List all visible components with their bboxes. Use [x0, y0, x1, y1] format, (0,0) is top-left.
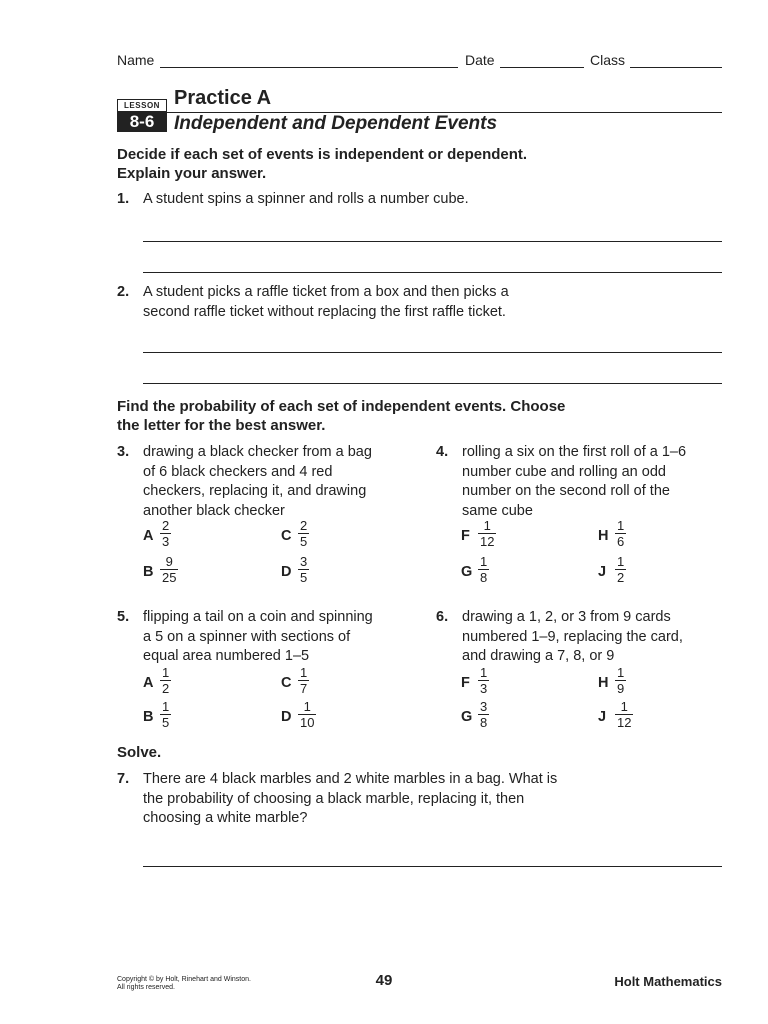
fraction: $\frac{2}{3}$: [162, 518, 170, 549]
question-number: 2.: [117, 284, 130, 300]
answer-line-2b[interactable]: [143, 383, 722, 384]
brand-name: Holt Mathematics: [614, 974, 722, 989]
fraction: $\frac{1}{7}$: [300, 665, 308, 696]
fraction: $\frac{1}{6}$: [617, 518, 625, 549]
section2-instructions: Find the probability of each set of independent events. Choose the letter for the best answer.: [117, 398, 566, 434]
fraction: $\frac{1}{9}$: [617, 665, 625, 696]
question-number: 5.: [117, 609, 130, 625]
question-number: 7.: [117, 771, 130, 787]
question-text: drawing a black checker from a bag of 6 black checkers and 4 red checkers, replacing it, and drawing another black checker: [143, 444, 372, 519]
fraction: $\frac{9}{25}$: [162, 554, 177, 585]
class-label: Class: [590, 52, 626, 68]
fraction: $\frac{3}{5}$: [300, 554, 308, 585]
answer-line-2a[interactable]: [143, 352, 722, 353]
class-field[interactable]: [630, 67, 722, 68]
page-title: Independent and Dependent Events: [174, 113, 498, 134]
fraction: $\frac{2}{5}$: [300, 518, 308, 549]
fraction: $\frac{1}{5}$: [162, 699, 170, 730]
fraction: $\frac{3}{8}$: [480, 699, 488, 730]
page-number: 49: [375, 972, 393, 989]
date-label: Date: [465, 52, 495, 68]
answer-line-1b[interactable]: [143, 272, 722, 273]
date-field[interactable]: [500, 67, 584, 68]
name-label: Name: [117, 52, 155, 68]
lesson-number: 8-6: [117, 111, 167, 132]
section1-instructions: Decide if each set of events is independent or dependent. Explain your answer.: [117, 146, 528, 182]
answer-line-7[interactable]: [143, 866, 722, 867]
fraction: $\frac{1}{10}$: [300, 699, 315, 730]
fraction: $\frac{1}{3}$: [480, 665, 488, 696]
name-field[interactable]: [160, 67, 458, 68]
question-text: flipping a tail on a coin and spinning a 5 on a spinner with sections of equal area numbered 1–5: [143, 609, 373, 664]
fraction: $\frac{1}{8}$: [480, 554, 488, 585]
copyright: Copyright © by Holt, Rinehart and Winston. All rights reserved.: [117, 976, 251, 991]
question-text: A student spins a spinner and rolls a number cube.: [143, 191, 469, 207]
question-text: drawing a 1, 2, or 3 from 9 cards numbered 1–9, replacing the card, and drawing a 7, 8, or 9: [462, 609, 683, 664]
question-number: 4.: [436, 444, 449, 460]
question-text: There are 4 black marbles and 2 white marbles in a bag. What is the probability of choosing a black marble, replacing it, then choosing a white marble?: [143, 771, 558, 826]
practice-title: Practice A: [174, 87, 272, 109]
answer-line-1a[interactable]: [143, 241, 722, 242]
fraction: $\frac{1}{12}$: [480, 518, 495, 549]
section3-heading: Solve.: [117, 744, 162, 761]
lesson-label: LESSON: [117, 99, 167, 112]
question-text: rolling a six on the first roll of a 1–6 number cube and rolling an odd number on the second roll of the same cube: [462, 444, 687, 519]
fraction: $\frac{1}{2}$: [617, 554, 625, 585]
fraction: $\frac{1}{12}$: [617, 699, 632, 730]
question-number: 6.: [436, 609, 449, 625]
question-text: A student picks a raffle ticket from a box and then picks a second raffle ticket without replacing the first raffle ticket.: [143, 284, 509, 320]
question-number: 1.: [117, 191, 130, 207]
question-number: 3.: [117, 444, 130, 460]
fraction: $\frac{1}{2}$: [162, 665, 170, 696]
